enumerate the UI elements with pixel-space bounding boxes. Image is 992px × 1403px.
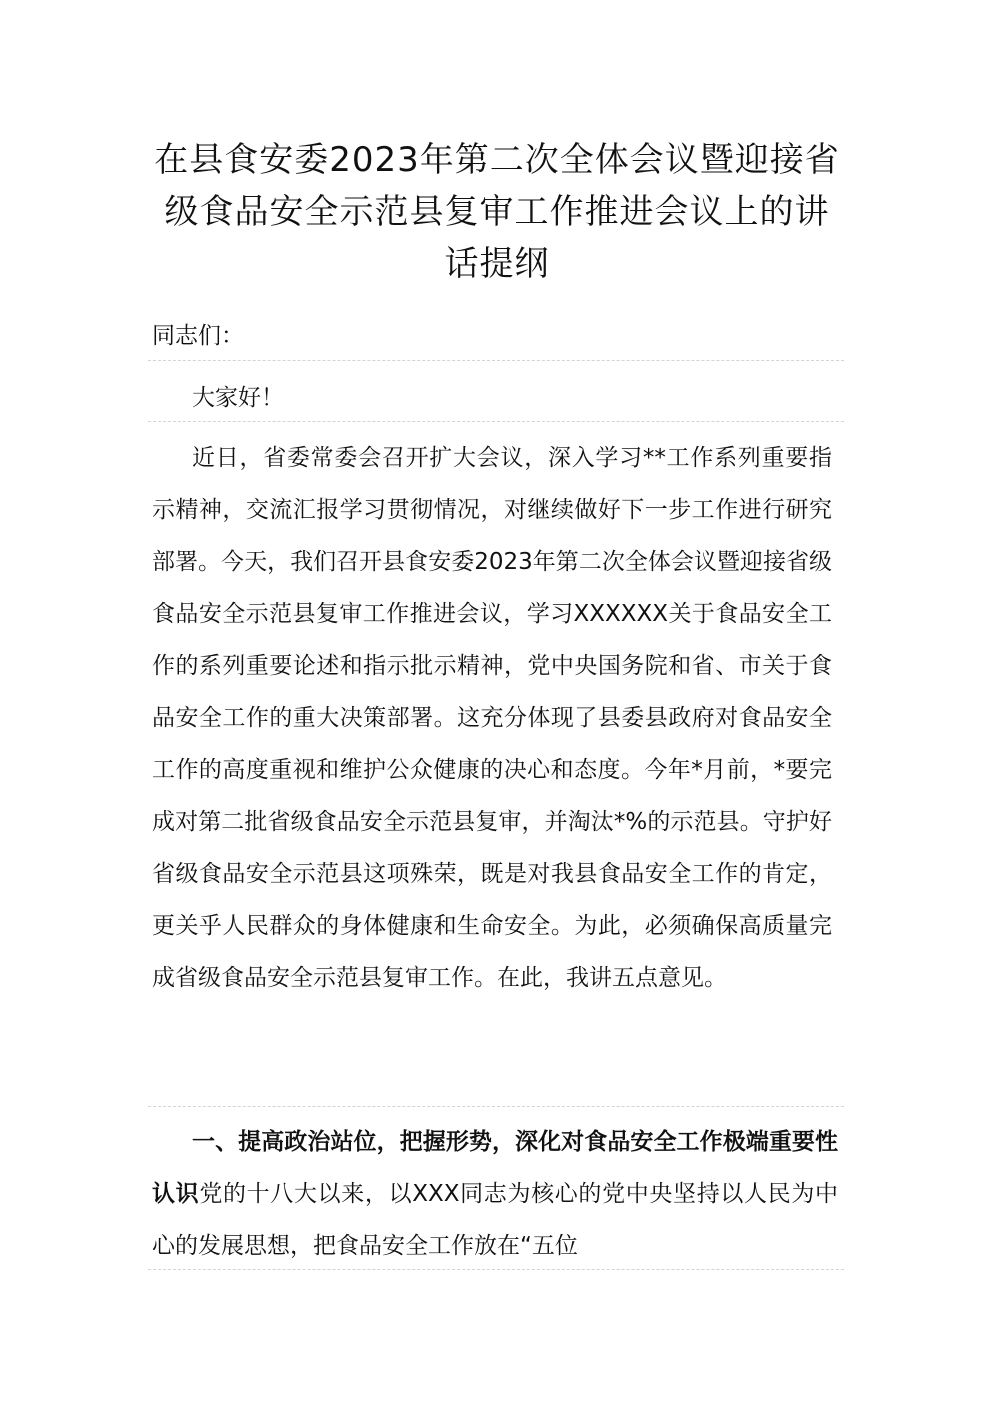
- divider: [148, 1269, 844, 1270]
- greeting: 大家好！: [192, 385, 284, 411]
- section-text: 党的十八大以来，以XXX同志为核心的党中央坚持以人民为中心的发展思想，把食品安全工作放在“五位: [152, 1181, 838, 1259]
- section-heading: 一、提高政治站位，把握形势，深化对食品安全工作极端重要性认识: [152, 1129, 838, 1207]
- divider: [148, 1106, 844, 1107]
- divider: [148, 360, 844, 361]
- section-paragraph: [152, 1116, 838, 1272]
- divider: [148, 421, 844, 422]
- salutation: 同志们：: [152, 323, 244, 349]
- document-title: 在县食安委2023年第二次全体会议暨迎接省级食品安全示范县复审工作推进会议上的讲话提纲: [154, 140, 840, 284]
- body-paragraph: 近日，省委常委会召开扩大会议，深入学习**工作系列重要指示精神，交流汇报学习贯彻情况，对继续做好下一步工作进行研究部署。今天，我们召开县食安委2023年第二次全体会议暨迎接省级食品安全示范县复审工作推进会议，学习XXXXXX关于食品安全工作的系列重要论述和指示批示精神，党中央国务院和省、市关于食品安全工作的重大决策部署。这充分体现了县委县政府对食品安全工作的高度重视和维护公众健康的决心和态度。今年*月前，*要完成对第二批省级食品安全示范县复审，并淘汰*%的示范县。守护好省级食品安全示范县这项殊荣，既是对我县食品安全工作的肯定，更关乎人民群众的身体健康和生命安全。为此，必须确保高质量完成省级食品安全示范县复审工作。在此，我讲五点意见。: [152, 445, 832, 991]
